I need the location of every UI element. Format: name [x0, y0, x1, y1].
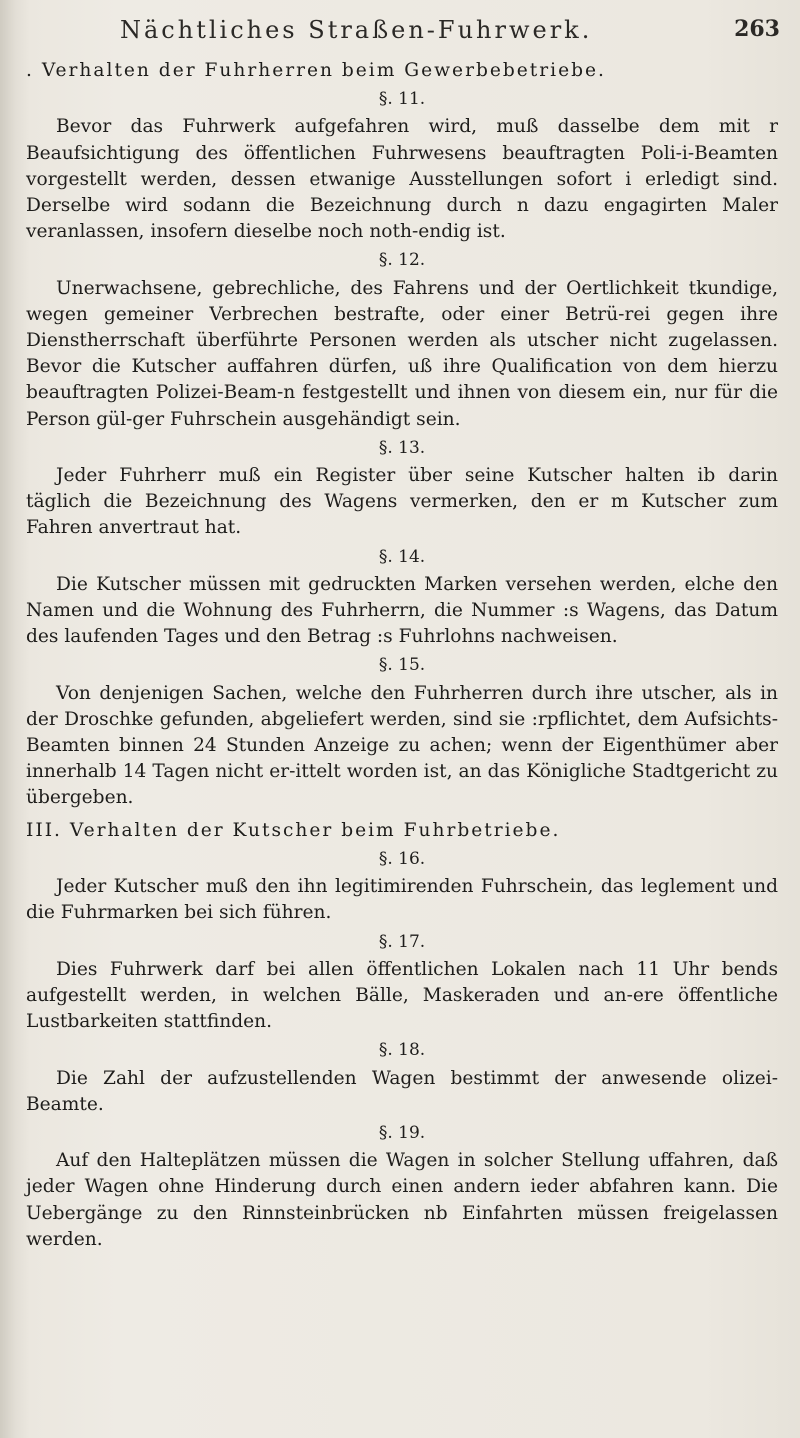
paragraph-number-12: §. 12.	[378, 250, 426, 271]
page-body	[26, 58, 778, 1253]
paragraph-number-15: §. 15.	[378, 655, 426, 676]
page-header	[120, 10, 780, 50]
paragraph-11-text: Bevor das Fuhrwerk aufgefahren wird, muß dasselbe dem mit r Beaufsichtigung des öffentlichen Fuhrwesens beauftragten Poli-i-Beamten vorgestellt werden, dessen etwanige Ausstellungen sofort i erledigt sind. Derselbe wird sodann die Bezeichnung durch n dazu engagirten Maler veranlassen, insofern dieselbe noch noth-endig ist.	[26, 116, 778, 243]
running-title: Nächtliches Straßen-Fuhrwerk.	[120, 16, 593, 44]
section-heading-kutscher: III. Verhalten der Kutscher beim Fuhrbetriebe.	[26, 819, 561, 841]
paragraph-12-text: Unerwachsene, gebrechliche, des Fahrens und der Oertlichkeit tkundige, wegen gemeiner Verbrechen bestrafte, oder einer Betrü-rei gegen ihre Dienstherrschaft überführte Personen werden als utscher nicht zugelassen. Bevor die Kutscher auffahren dürfen, uß ihre Qualification von dem hierzu beauftragten Polizei-Beam-n festgestellt und ihnen von diesem ein, nur für die Person gül-ger Fuhrschein ausgehändigt sein.	[26, 277, 778, 430]
paragraph-number-18: §. 18.	[378, 1040, 426, 1061]
paragraph-15-text: Von denjenigen Sachen, welche den Fuhrherren durch ihre utscher, als in der Droschke gefunden, abgeliefert werden, sind sie :rpflichtet, dem Aufsichts-Beamten binnen 24 Stunden Anzeige zu achen; wenn der Eigenthümer aber innerhalb 14 Tagen nicht er-ittelt worden ist, an das Königliche Stadtgericht zu übergeben.	[26, 682, 778, 809]
paragraph-number-13: §. 13.	[378, 437, 426, 458]
paragraph-19-text: Auf den Halteplätzen müssen die Wagen in solcher Stellung uffahren, daß jeder Wagen ohne Hinderung durch einen andern ieder abfahren kann. Die Uebergänge zu den Rinnsteinbrücken nb Einfahrten müssen freigelassen werden.	[26, 1150, 778, 1250]
paragraph-16-text: Jeder Kutscher muß den ihn legitimirenden Fuhrschein, das leglement und die Fuhrmarken bei sich führen.	[26, 876, 778, 924]
page-number: 263	[734, 16, 780, 42]
paragraph-14-text: Die Kutscher müssen mit gedruckten Marken versehen werden, elche den Namen und die Wohnung des Fuhrherrn, die Nummer :s Wagens, das Datum des laufenden Tages und den Betrag :s Fuhrlohns nachweisen.	[26, 573, 778, 648]
paragraph-17-text: Dies Fuhrwerk darf bei allen öffentlichen Lokalen nach 11 Uhr bends aufgestellt werden, in welchen Bälle, Maskeraden und an-ere öffentliche Lustbarkeiten stattfinden.	[26, 958, 778, 1033]
paragraph-number-19: §. 19.	[378, 1122, 426, 1143]
paragraph-18-text: Die Zahl der aufzustellenden Wagen bestimmt der anwesende olizei-Beamte.	[26, 1067, 778, 1115]
paragraph-number-16: §. 16.	[378, 848, 426, 869]
section-heading-fuhrherren: . Verhalten der Fuhrherren beim Gewerbebetriebe.	[26, 60, 606, 81]
paragraph-13-text: Jeder Fuhrherr muß ein Register über seine Kutscher halten ib darin täglich die Bezeichnung des Wagens vermerken, den er m Kutscher zum Fahren anvertraut hat.	[26, 465, 778, 539]
paragraph-number-14: §. 14.	[378, 546, 426, 567]
paragraph-number-11: §. 11.	[378, 89, 426, 110]
paragraph-number-17: §. 17.	[378, 931, 426, 952]
page-binding-shadow	[0, 0, 16, 1438]
